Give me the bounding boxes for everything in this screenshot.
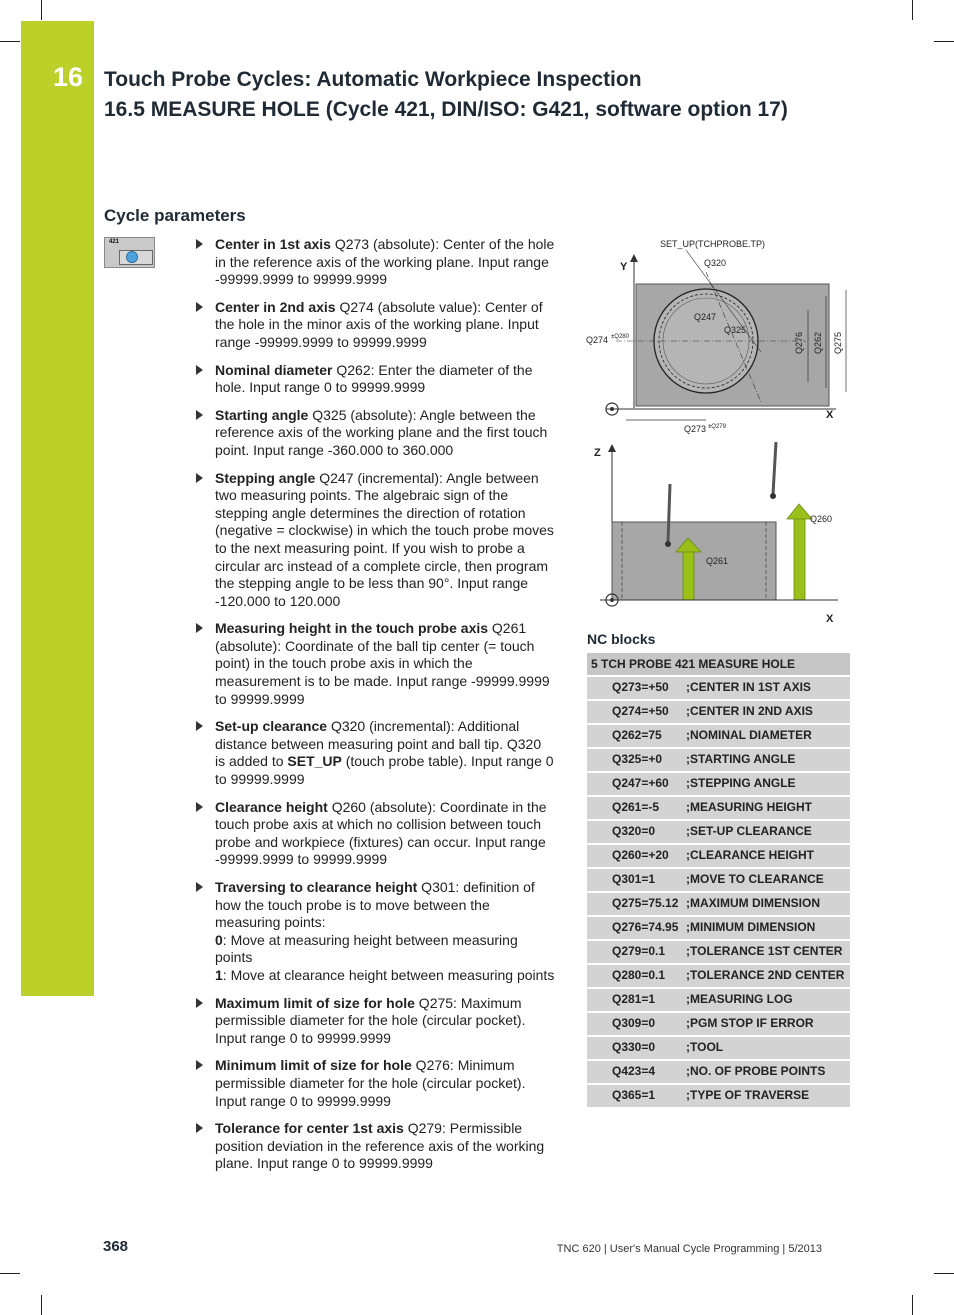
bullet-arrow-icon xyxy=(196,802,203,812)
nc-block-row xyxy=(587,989,850,1011)
parameter-name: Stepping angle xyxy=(215,469,316,486)
y-axis-arrow xyxy=(630,254,638,262)
nc-parameter: Q247=+60 xyxy=(612,776,669,790)
parameter-item xyxy=(193,236,555,289)
option-key: 1 xyxy=(215,966,223,983)
nc-comment: ;MOVE TO CLEARANCE xyxy=(686,872,824,886)
parameter-name: Set-up clearance xyxy=(215,718,328,735)
crop-mark xyxy=(934,1273,954,1274)
parameter-description: Q262: Enter the diameter of the hole. Input range 0 to 99999.9999 xyxy=(215,361,533,396)
nc-block-row xyxy=(587,797,850,819)
crop-mark xyxy=(41,1295,42,1315)
nc-parameter: Q301=1 xyxy=(612,872,656,886)
parameter-item xyxy=(193,620,555,708)
chapter-sidebar xyxy=(21,21,94,996)
parameter-description: Q260 (absolute): Coordinate in the touch probe axis at which no collision between touch probe and workpiece (fixtures) can occur. Input range -99999.9999 to 99999.9999 xyxy=(215,798,547,868)
parameter-description: Q273 (absolute): Center of the hole in the reference axis of the working plane. Input range -99999.9999 to 99999.9999 xyxy=(215,236,555,288)
nc-parameter: Q325=+0 xyxy=(612,752,663,766)
nc-block-row xyxy=(587,1061,850,1083)
nc-parameter: Q260=+20 xyxy=(612,848,669,862)
parameter-name: Center in 1st axis xyxy=(215,236,331,252)
parameter-item xyxy=(193,1057,555,1110)
nc-comment: ;MEASURING LOG xyxy=(686,992,793,1006)
nc-parameter: Q330=0 xyxy=(612,1040,656,1054)
nc-parameter: Q279=0.1 xyxy=(612,944,666,958)
nc-comment: ;TOLERANCE 1ST CENTER xyxy=(686,944,843,958)
crop-mark xyxy=(934,41,954,42)
nc-comment: ;NO. OF PROBE POINTS xyxy=(686,1064,826,1078)
bullet-arrow-icon xyxy=(196,473,203,483)
parameter-description: Q325 (absolute): Angle between the reference axis of the working plane and the first touch point. Input range -360.000 to 360.000 xyxy=(215,406,548,458)
nc-block-row xyxy=(587,1037,850,1059)
nc-comment: ;MINIMUM DIMENSION xyxy=(686,920,816,934)
axis-x-label-bottom: X xyxy=(826,613,834,625)
probe-stylus-1 xyxy=(668,484,670,542)
q247-label: Q247 xyxy=(694,312,717,322)
parameter-name: Minimum limit of size for hole xyxy=(215,1057,412,1074)
section-title: 16.5 MEASURE HOLE (Cycle 421, DIN/ISO: G421, software option 17) xyxy=(104,98,788,121)
nc-parameter: Q309=0 xyxy=(612,1016,656,1030)
q320-label: Q320 xyxy=(704,258,727,268)
bullet-arrow-icon xyxy=(196,1123,203,1133)
parameter-description: Q301: definition of how the touch probe is to move between the measuring points: xyxy=(215,879,535,931)
q279-label: ±Q279 xyxy=(708,424,726,430)
nc-parameter: Q275=75.12 xyxy=(612,896,679,910)
nc-block-row xyxy=(587,677,850,699)
nc-block-row xyxy=(587,941,850,963)
nc-block-row xyxy=(587,821,850,843)
bullet-arrow-icon xyxy=(196,302,203,312)
nc-comment: ;STEPPING ANGLE xyxy=(686,776,796,790)
parameter-item xyxy=(193,718,555,788)
section-heading: Cycle parameters xyxy=(104,206,246,225)
nc-block-row xyxy=(587,725,850,747)
bullet-arrow-icon xyxy=(196,365,203,375)
q260-arrow-head xyxy=(787,504,812,519)
q262-label: Q262 xyxy=(813,331,823,354)
q275-label: Q275 xyxy=(833,331,843,354)
nc-parameter: Q262=75 xyxy=(612,728,662,742)
parameter-item xyxy=(193,362,555,397)
bullet-arrow-icon xyxy=(196,721,203,731)
q325-label: Q325 xyxy=(724,325,747,335)
nc-comment: ;TOOL xyxy=(686,1040,724,1054)
z-axis-arrow xyxy=(608,444,616,452)
q274-label: Q274 xyxy=(586,335,609,345)
nc-comment: ;CLEARANCE HEIGHT xyxy=(686,848,814,862)
nc-block-row xyxy=(587,965,850,987)
parameter-name: Tolerance for center 1st axis xyxy=(215,1120,404,1137)
parameter-list xyxy=(193,236,555,1183)
bullet-arrow-icon xyxy=(196,1060,203,1070)
nc-comment: ;TOLERANCE 2ND CENTER xyxy=(686,968,845,982)
probe-tip-2 xyxy=(770,493,776,499)
q261-arrow-shaft xyxy=(683,550,694,600)
parameter-item xyxy=(193,299,555,352)
nc-block-row xyxy=(587,773,850,795)
parameter-item xyxy=(193,799,555,869)
option-key: 0 xyxy=(215,931,223,948)
nc-block-row xyxy=(587,893,850,915)
q261-label: Q261 xyxy=(706,556,729,566)
nc-blocks-header: 5 TCH PROBE 421 MEASURE HOLE xyxy=(587,653,850,675)
crop-mark xyxy=(0,41,20,42)
parameter-description: Q275: Maximum permissible diameter for the hole (circular pocket). Input range 0 to 99999.9999 xyxy=(215,994,526,1046)
parameter-description: Q279: Permissible position deviation in the reference axis of the working plane. Input range 0 to 99999.9999 xyxy=(215,1120,545,1172)
nc-block-row xyxy=(587,845,850,867)
parameter-item xyxy=(193,995,555,1048)
parameter-name: Clearance height xyxy=(215,798,328,815)
axis-y-label: Y xyxy=(620,261,628,273)
parameter-name: Traversing to clearance height xyxy=(215,879,418,895)
parameter-item xyxy=(193,407,555,460)
nc-block-row xyxy=(587,1013,850,1035)
parameter-name: Measuring height in the touch probe axis xyxy=(215,620,489,637)
nc-parameter: Q274=+50 xyxy=(612,704,669,718)
nc-parameter: Q281=1 xyxy=(612,992,656,1006)
axis-x-label-top: X xyxy=(826,409,834,421)
cycle-softkey-icon xyxy=(104,237,155,268)
parameter-inline-bold: SET_UP xyxy=(287,753,342,770)
nc-parameter: Q365=1 xyxy=(612,1088,656,1102)
q260-arrow-shaft xyxy=(794,517,805,600)
nc-comment: ;STARTING ANGLE xyxy=(686,752,796,766)
parameter-description-cont: (touch probe table). Input range 0 to 99999.9999 xyxy=(215,753,554,788)
crop-mark xyxy=(912,1295,913,1315)
parameter-description: Q247 (incremental): Angle between two measuring points. The algebraic sign of the stepping angle determines the direction of rotation (negative = clockwise) in which the touch probe moves to the next measuring point. If you wish to probe a circular arc instead of a complete circle, then program the stepping angle to be less than 90°. Input range -120.000 to 120.000 xyxy=(215,469,554,609)
nc-block-row xyxy=(587,749,850,771)
nc-block-row xyxy=(587,1085,850,1107)
footer-text: TNC 620 | User's Manual Cycle Programming | 5/2013 xyxy=(556,1243,822,1255)
bullet-arrow-icon xyxy=(196,998,203,1008)
bullet-arrow-icon xyxy=(196,239,203,249)
nc-parameter: Q261=-5 xyxy=(612,800,660,814)
q260-label: Q260 xyxy=(810,514,833,524)
softkey-circle xyxy=(126,251,138,263)
parameter-name: Maximum limit of size for hole xyxy=(215,994,415,1011)
chapter-title: Touch Probe Cycles: Automatic Workpiece Inspection xyxy=(104,68,642,91)
chapter-number: 16 xyxy=(53,62,84,92)
nc-block-row xyxy=(587,917,850,939)
parameter-description: Q274 (absolute value): Center of the hole in the minor axis of the working plane. Input range -99999.9999 to 99999.9999 xyxy=(215,298,543,350)
crop-mark xyxy=(0,1273,20,1274)
nc-blocks-title: NC blocks xyxy=(587,631,656,647)
nc-parameter: Q273=+50 xyxy=(612,680,669,694)
nc-comment: ;NOMINAL DIAMETER xyxy=(686,728,812,742)
nc-block-row xyxy=(587,701,850,723)
nc-parameter: Q423=4 xyxy=(612,1064,656,1078)
nc-comment: ;CENTER IN 2ND AXIS xyxy=(686,704,813,718)
nc-comment: ;MAXIMUM DIMENSION xyxy=(686,896,820,910)
option-text: : Move at measuring height between measuring points xyxy=(215,931,518,966)
q276-label: Q276 xyxy=(794,331,804,354)
page-number: 368 xyxy=(103,1238,129,1255)
q273-label: Q273 xyxy=(684,424,707,434)
nc-parameter: Q276=74.95 xyxy=(612,920,679,934)
nc-comment: ;CENTER IN 1ST AXIS xyxy=(686,680,811,694)
nc-comment: ;SET-UP CLEARANCE xyxy=(686,824,812,838)
q280-label: ±Q280 xyxy=(611,334,629,340)
crop-mark xyxy=(912,0,913,20)
parameter-name: Nominal diameter xyxy=(215,361,333,378)
parameter-description: Q320 (incremental): Additional distance between measuring point and ball tip. Q320 is added to xyxy=(215,718,542,770)
nc-comment: ;TYPE OF TRAVERSE xyxy=(686,1088,810,1102)
nc-comment: ;MEASURING HEIGHT xyxy=(686,800,812,814)
bullet-arrow-icon xyxy=(196,882,203,892)
parameter-name: Starting angle xyxy=(215,406,309,423)
probe-stylus-2 xyxy=(773,442,776,494)
bullet-arrow-icon xyxy=(196,623,203,633)
probe-tip-1 xyxy=(665,541,671,547)
parameter-description: Q261 (absolute): Coordinate of the ball tip center (= touch point) in the touch probe axis in which the measurement is to be made. Input range -99999.9999 to 99999.9999 xyxy=(215,620,550,707)
parameter-item xyxy=(193,879,555,985)
crop-mark xyxy=(41,0,42,20)
parameter-item xyxy=(193,1120,555,1173)
parameter-name: Center in 2nd axis xyxy=(215,298,336,315)
setup-label: SET_UP(TCHPROBE.TP) xyxy=(660,239,766,249)
bullet-arrow-icon xyxy=(196,410,203,420)
softkey-label: 421 xyxy=(109,239,120,245)
cycle-diagram xyxy=(586,232,856,632)
axis-z-label: Z xyxy=(594,447,601,459)
nc-parameter: Q280=0.1 xyxy=(612,968,666,982)
nc-blocks-rows xyxy=(587,677,850,1109)
parameter-item xyxy=(193,470,555,611)
nc-block-row xyxy=(587,869,850,891)
parameter-description: Q276: Minimum permissible diameter for the hole (circular pocket). Input range 0 to 99999.9999 xyxy=(215,1057,526,1109)
option-text: : Move at clearance height between measuring points xyxy=(222,966,555,983)
nc-parameter: Q320=0 xyxy=(612,824,656,838)
nc-comment: ;PGM STOP IF ERROR xyxy=(686,1016,814,1030)
